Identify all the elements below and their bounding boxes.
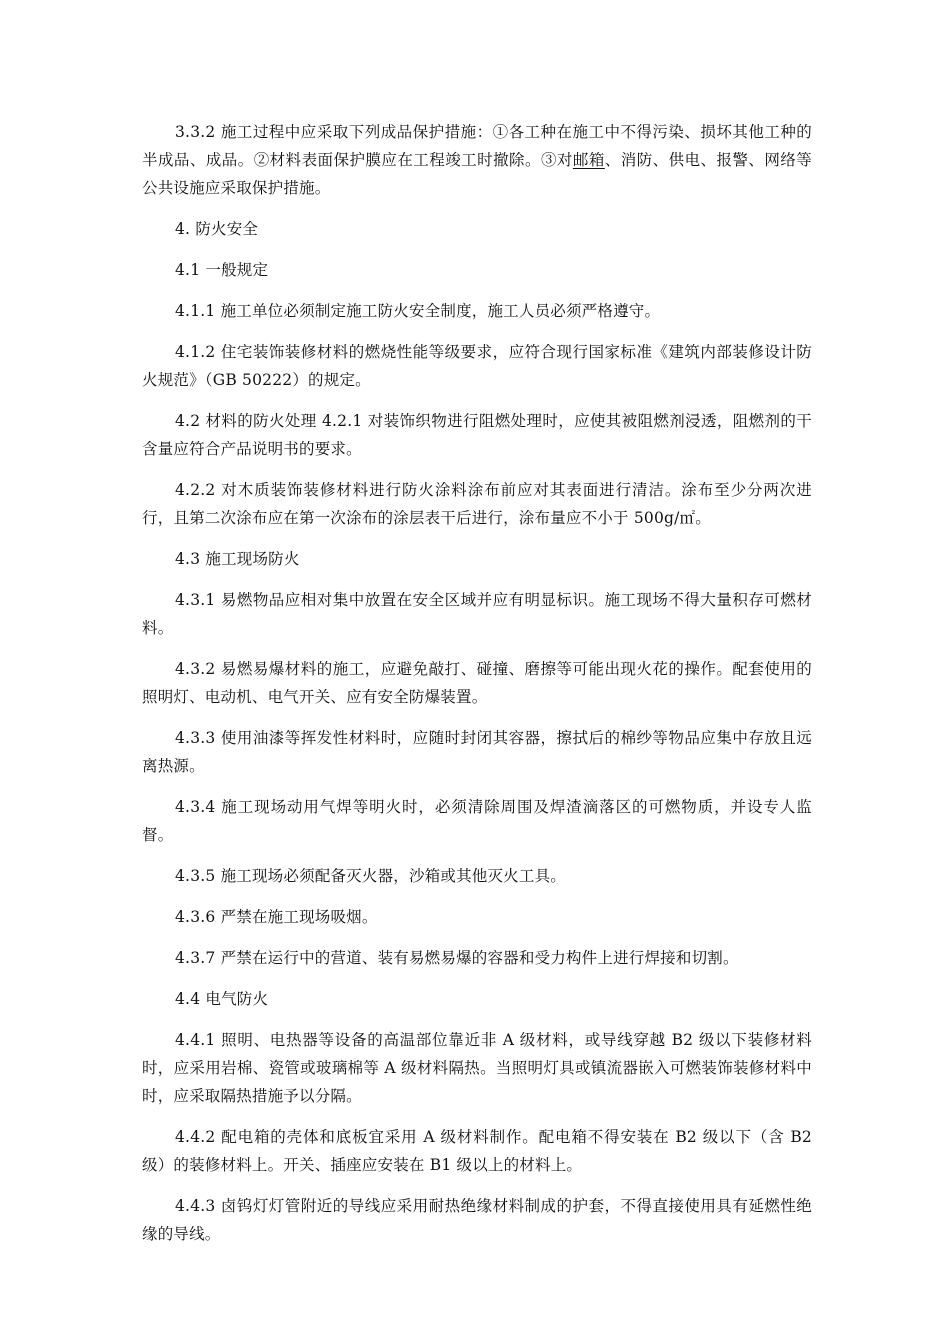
underlined-word: 邮箱 [572, 151, 605, 169]
paragraph-4-4-2: 4.4.2 配电箱的壳体和底板宜采用 A 级材料制作。配电箱不得安装在 B2 级以下（含 B2 级）的装修材料上。开关、插座应安装在 B1 级以上的材料上。 [142, 1128, 812, 1174]
paragraph-4-3-6: 4.3.6 严禁在施工现场吸烟。 [175, 908, 378, 926]
paragraph-4-1-2: 4.1.2 住宅装饰装修材料的燃烧性能等级要求，应符合现行国家标准《建筑内部装修设计防火规范》（GB 50222）的规定。 [142, 343, 812, 389]
section-heading-4-1: 4.1 一般规定 [175, 261, 269, 279]
paragraph-4-3-2: 4.3.2 易燃易爆材料的施工，应避免敲打、碰撞、磨擦等可能出现火花的操作。配套使用的照明灯、电动机、电气开关、应有安全防爆装置。 [142, 660, 812, 706]
paragraph-text: 3.3.2 施工过程中应采取下列成品保护措施：①各工种在施工中不得污染、损坏其他工种的半成品、成品。②材料表面保护膜应在工程竣工时撤除。③对 [142, 123, 812, 169]
paragraph-4-1-1: 4.1.1 施工单位必须制定施工防火安全制度，施工人员必须严格遵守。 [175, 302, 661, 320]
paragraph-4-2-2: 4.2.2 对木质装饰装修材料进行防火涂料涂布前应对其表面进行清洁。涂布至少分两次进行，且第二次涂布应在第一次涂布的涂层表干后进行，涂布量应不小于 500g/㎡。 [142, 481, 812, 527]
paragraph-4-3-1: 4.3.1 易燃物品应相对集中放置在安全区域并应有明显标识。施工现场不得大量积存可燃材料。 [142, 591, 812, 637]
paragraph-4-3-7: 4.3.7 严禁在运行中的营道、装有易燃易爆的容器和受力构件上进行焊接和切割。 [175, 949, 739, 967]
paragraph-4-3-3: 4.3.3 使用油漆等挥发性材料时，应随时封闭其容器，擦拭后的棉纱等物品应集中存放且远离热源。 [142, 729, 812, 775]
paragraph-4-3-4: 4.3.4 施工现场动用气焊等明火时，必须清除周围及焊渣滴落区的可燃物质，并设专人监督。 [142, 798, 812, 844]
document-page [142, 118, 812, 1261]
paragraph-3-3-2 [142, 118, 812, 202]
paragraph-4-3-5: 4.3.5 施工现场必须配备灭火器，沙箱或其他灭火工具。 [175, 867, 566, 885]
paragraph-4-2-1: 4.2 材料的防火处理 4.2.1 对装饰织物进行阻燃处理时，应使其被阻燃剂浸透，阻燃剂的干含量应符合产品说明书的要求。 [142, 412, 812, 458]
section-heading-4: 4. 防火安全 [175, 220, 259, 238]
section-heading-4-3: 4.3 施工现场防火 [175, 550, 300, 568]
paragraph-4-4-1: 4.4.1 照明、电热器等设备的高温部位靠近非 A 级材料，或导线穿越 B2 级以下装修材料时，应采用岩棉、瓷管或玻璃棉等 A 级材料隔热。当照明灯具或镇流器嵌入可燃装饰装修材料中时，应采取隔热措施予以分隔。 [142, 1031, 812, 1105]
section-heading-4-4: 4.4 电气防火 [175, 990, 269, 1008]
paragraph-text: 、消防、供电、报警、网络等公共设施应采取保护措施。 [142, 151, 812, 197]
paragraph-4-4-3: 4.4.3 卤钨灯灯管附近的导线应采用耐热绝缘材料制成的护套，不得直接使用具有延燃性绝缘的导线。 [142, 1197, 812, 1243]
